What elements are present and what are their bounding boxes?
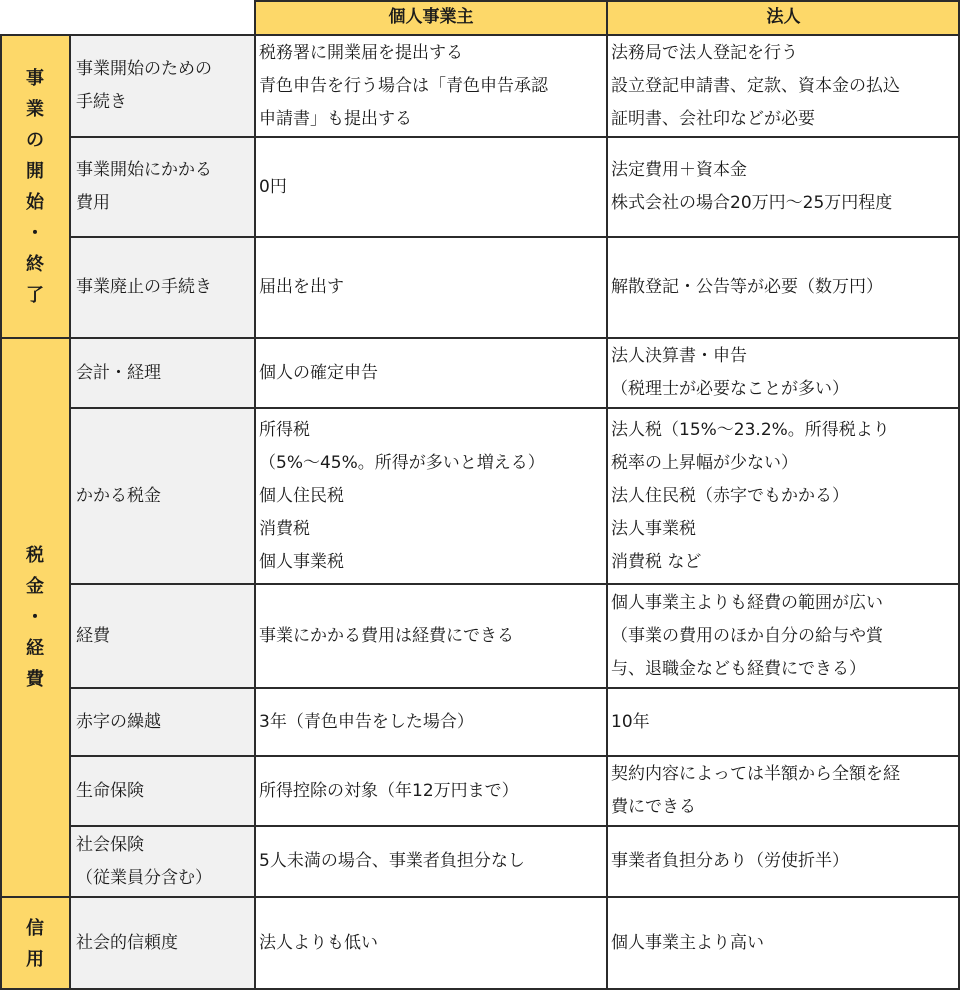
cell-sole-proprietor (255, 584, 607, 688)
cell-sole-proprietor (255, 756, 607, 826)
cell-text: 消費税 (259, 518, 310, 539)
cell-text: 個人の確定申告 (259, 362, 378, 383)
category-credit (0, 897, 70, 990)
row-label (70, 338, 255, 408)
grid-line (70, 583, 960, 585)
cell-text: 設立登記申請書、定款、資本金の払込 (611, 75, 900, 96)
cell-text: 個人住民税 (259, 485, 344, 506)
category-label: 税 金 ・ 経 費 (26, 545, 44, 690)
cell-corporation (607, 688, 960, 756)
cell-sole-proprietor (255, 826, 607, 897)
row-label (70, 826, 255, 897)
cell-text: 消費税 など (611, 551, 702, 572)
cell-text: 解散登記・公告等が必要（数万円） (611, 277, 883, 297)
grid-line (70, 136, 960, 138)
cell-text: 個人事業主より高い (611, 933, 764, 953)
category-label: 事 業 の 開 始 ・ 終 了 (26, 67, 44, 306)
row-label-text: 会計・経理 (76, 362, 161, 383)
grid-line (69, 35, 71, 990)
row-label-text: 社会保険 (76, 834, 144, 855)
cell-text: 0円 (259, 176, 287, 197)
cell-text: 個人事業税 (259, 551, 344, 572)
cell-text: 税率の上昇幅が少ない） (611, 452, 798, 473)
grid-line (0, 34, 960, 36)
grid-line (0, 896, 960, 898)
cell-text: 届出を出す (259, 277, 344, 297)
cell-corporation (607, 237, 960, 338)
cell-text: 事業にかかる費用は経費にできる (259, 625, 514, 646)
grid-line (0, 35, 2, 990)
cell-text: 法人住民税（赤字でもかかる） (611, 485, 849, 506)
cell-text: （事業の費用のほか自分の給与や賞 (611, 625, 883, 646)
category-label: 信 用 (26, 917, 44, 970)
cell-sole-proprietor (255, 688, 607, 756)
row-label-text: 事業廃止の手続き (76, 277, 212, 297)
row-label (70, 408, 255, 584)
row-label (70, 137, 255, 237)
cell-sole-proprietor (255, 35, 607, 137)
cell-text: 契約内容によっては半額から全額を経 (611, 764, 900, 784)
cell-text: 5人未満の場合、事業者負担分なし (259, 851, 525, 871)
cell-text: 個人事業主よりも経費の範囲が広い (611, 592, 883, 613)
row-label-text: （従業員分含む） (76, 867, 212, 888)
cell-text: （税理士が必要なことが多い） (611, 379, 849, 399)
cell-corporation (607, 897, 960, 990)
row-label (70, 237, 255, 338)
row-label-text: 社会的信頼度 (76, 933, 178, 953)
row-label-text: 生命保険 (76, 780, 144, 801)
cell-text: 10年 (611, 711, 650, 732)
cell-sole-proprietor (255, 408, 607, 584)
cell-text: 費にできる (611, 797, 696, 817)
grid-line (70, 687, 960, 689)
category-tax-expenses (0, 338, 70, 897)
cell-text: 所得控除の対象（年12万円まで） (259, 780, 519, 801)
cell-corporation (607, 35, 960, 137)
row-label-text: 事業開始にかかる (76, 160, 212, 180)
row-label-text: 手続き (76, 92, 127, 112)
row-label-text: 費用 (76, 193, 110, 213)
grid-line (606, 0, 608, 990)
cell-corporation (607, 584, 960, 688)
cell-text: 法人事業税 (611, 518, 696, 539)
header-sole-proprietor: 個人事業主 (255, 0, 607, 35)
row-label-text: 事業開始のための (76, 59, 212, 79)
cell-sole-proprietor (255, 137, 607, 237)
row-label-text: 赤字の繰越 (76, 711, 161, 732)
cell-text: 法人決算書・申告 (611, 346, 747, 366)
cell-text: 法務局で法人登記を行う (611, 42, 798, 63)
cell-corporation (607, 826, 960, 897)
row-label (70, 897, 255, 990)
cell-text: 証明書、会社印などが必要 (611, 108, 815, 129)
cell-corporation (607, 338, 960, 408)
cell-sole-proprietor (255, 338, 607, 408)
row-label-text: かかる税金 (76, 485, 161, 506)
row-label-text: 経費 (76, 625, 110, 646)
grid-line (70, 755, 960, 757)
grid-line (70, 236, 960, 238)
row-label (70, 688, 255, 756)
cell-text: 申請書」も提出する (259, 108, 412, 129)
cell-corporation (607, 756, 960, 826)
grid-line (70, 825, 960, 827)
cell-text: 所得税 (259, 419, 310, 440)
cell-text: （5%～45%。所得が多いと増える） (259, 452, 545, 473)
row-label (70, 35, 255, 137)
cell-corporation (607, 137, 960, 237)
row-label (70, 584, 255, 688)
grid-line (70, 407, 960, 409)
category-start-end (0, 35, 70, 338)
grid-line (0, 337, 960, 339)
cell-text: 株式会社の場合20万円～25万円程度 (611, 193, 893, 213)
cell-text: 青色申告を行う場合は「青色申告承認 (259, 75, 548, 96)
cell-corporation (607, 408, 960, 584)
cell-text: 法定費用＋資本金 (611, 160, 747, 180)
cell-text: 税務署に開業届を提出する (259, 42, 463, 63)
cell-text: 法人よりも低い (259, 933, 378, 953)
grid-line (254, 0, 256, 990)
row-label (70, 756, 255, 826)
header-corporation: 法人 (607, 0, 960, 35)
cell-sole-proprietor (255, 237, 607, 338)
cell-sole-proprietor (255, 897, 607, 990)
cell-text: 3年（青色申告をした場合） (259, 711, 474, 732)
cell-text: 事業者負担分あり（労使折半） (611, 851, 849, 871)
cell-text: 与、退職金なども経費にできる） (611, 658, 866, 679)
cell-text: 法人税（15%～23.2%。所得税より (611, 419, 890, 440)
